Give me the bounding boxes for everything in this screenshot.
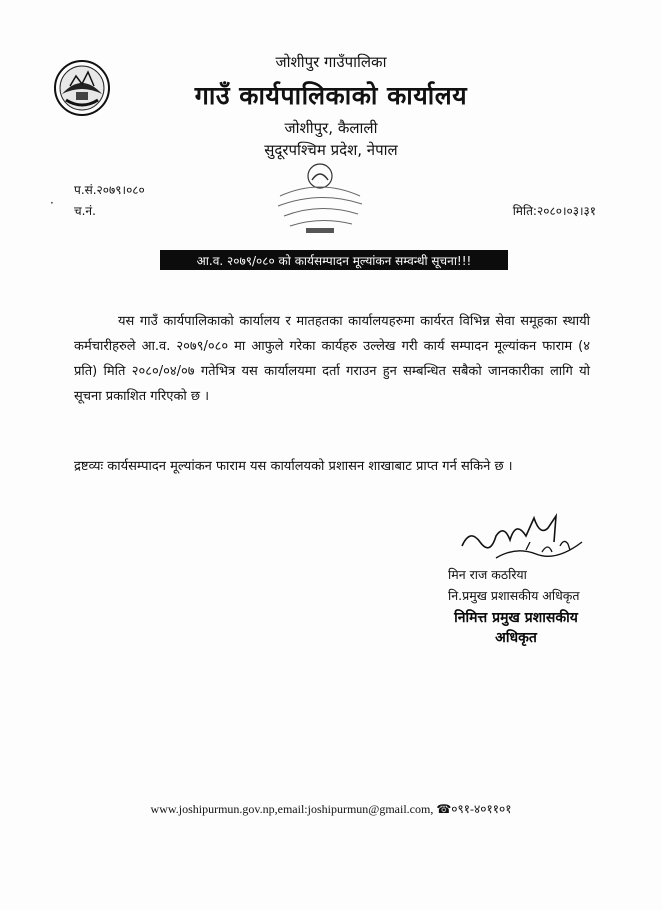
notice-note: द्रष्टव्यः कार्यसम्पादन मूल्यांकन फाराम यस कार्यालयको प्रशासन शाखाबाट प्राप्त गर्न सकिने छ । (74, 459, 513, 474)
margin-mark: · (50, 196, 54, 210)
letter-date: मिति:२०८०।०३।३१ (512, 204, 596, 218)
handwritten-signature-icon (456, 506, 588, 568)
office-title: गाउँ कार्यपालिकाको कार्यालय (194, 81, 468, 110)
office-stamp-icon (268, 158, 372, 240)
dispatch-number: च.नं. (74, 204, 96, 218)
notice-title-banner (160, 250, 508, 270)
province-name: सुदूरपश्चिम प्रदेश, नेपाल (264, 141, 398, 159)
footer-contact: www.joshipurmun.gov.np,email:joshipurmun@gmail.com, ☎०९१-४०११०१ (150, 802, 512, 816)
municipality-name: जोशीपुर गाउँपालिका (275, 53, 387, 71)
seal-line-2: अधिकृत (495, 630, 537, 646)
seal-line-1: निमित्त प्रमुख प्रशासकीय (454, 610, 578, 626)
signer-name: मिन राज कठरिया (448, 567, 527, 582)
designation-seal (442, 608, 590, 648)
notice-body: यस गाउँ कार्यपालिकाको कार्यालय र मातहतका कार्यालयहरुमा कार्यरत विभिन्न सेवा समूहका स्थायी कर्मचारीहरुले आ.व. २०७९/०८० मा आफुले गरेका कार्यहरु उल्लेख गरी कार्य सम्पादन मूल्यांकन फाराम (४ प्रति) मिति २०८०/०४/०७ गतेभित्र यस कार्यालयमा दर्ता गराउन हुन सम्बन्धित सबैको जानकारीका लागि यो सूचना प्रकाशित गरिएको छ । (74, 314, 590, 404)
letter-number: प.सं.२०७९।०८० (74, 183, 145, 197)
signer-designation: नि.प्रमुख प्रशासकीय अधिकृत (448, 588, 580, 603)
notice-title: आ.व. २०७९/०८० को कार्यसम्पादन मूल्यांकन सम्वन्धी सूचना!!! (196, 253, 472, 268)
office-location: जोशीपुर, कैलाली (284, 119, 378, 137)
